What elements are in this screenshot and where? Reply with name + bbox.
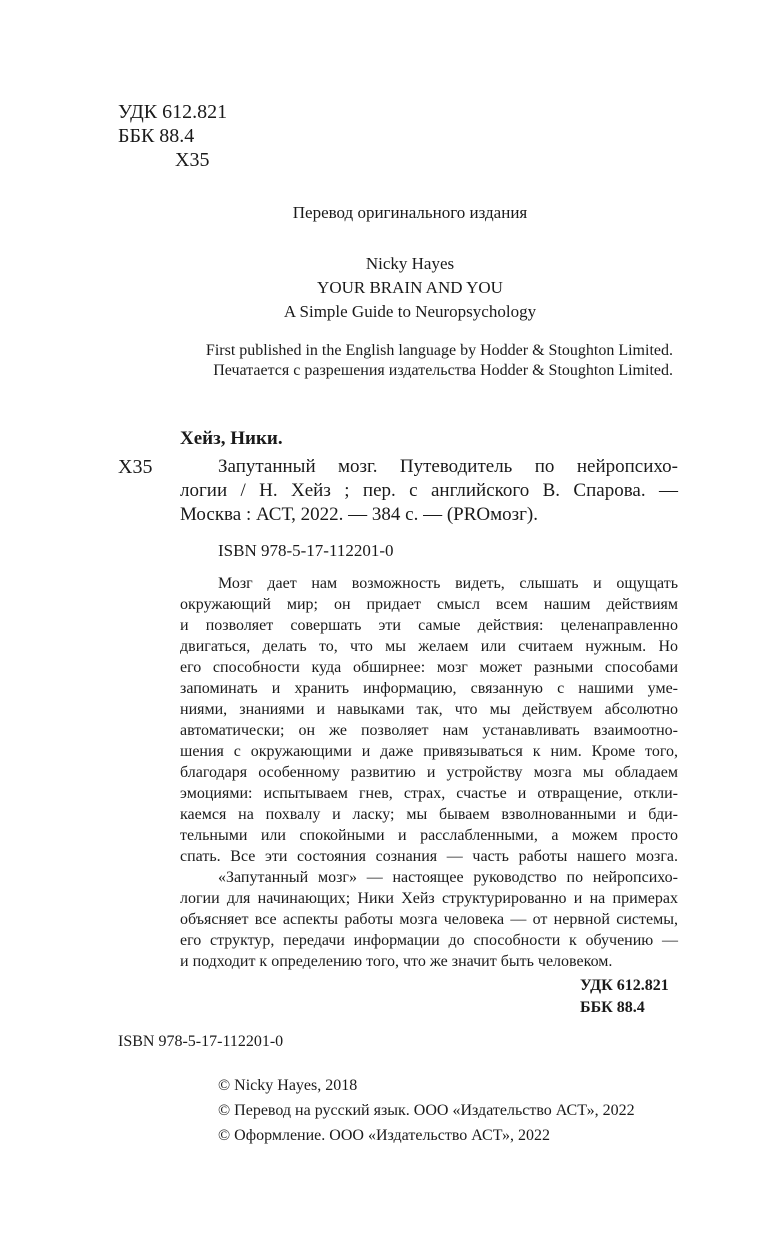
copyright-translation: © Перевод на русский язык. ООО «Издательство АСТ», 2022 [218,1102,635,1119]
udk-code: УДК 612.821 [118,101,228,123]
annotation-line: двигаться, делать то, что мы желаем или считаем нужным. Но [180,638,678,655]
annotation-line: его способности куда обширнее: мозг может разными способами [180,659,678,676]
bbk-code: ББК 88.4 [118,125,195,147]
annotation-bbk: ББК 88.4 [580,999,645,1016]
catalog-isbn: ISBN 978-5-17-112201-0 [218,541,394,560]
original-title: YOUR BRAIN AND YOU [317,278,503,297]
original-edition-heading: Перевод оригинального издания [292,203,528,222]
catalog-mark: Х35 [118,456,153,478]
annotation-line: спать. Все эти состояния сознания — часть работы нашего мозга. [180,848,678,865]
copyright-design: © Оформление. ООО «Издательство АСТ», 2022 [218,1127,551,1144]
annotation-line: тельными или спокойными и расслабленными, а можем просто [180,827,678,844]
annotation-line: каемся на похвалу и ласку; мы бываем взволнованными и бди- [180,806,678,823]
catalog-description-line: Запутанный мозг. Путеводитель по нейропсихо- [218,456,678,477]
rights-english: First published in the English language by Hodder & Stoughton Limited. [205,342,673,359]
annotation-line: «Запутанный мозг» — настоящее руководство по нейропсихо- [218,869,678,886]
annotation-line: эмоциями: испытываем гнев, страх, счастье и отвращение, откли- [180,785,678,802]
annotation-line: объясняет все аспекты работы мозга человека — от нервной системы, [180,911,678,928]
original-subtitle: A Simple Guide to Neuropsychology [283,302,537,321]
copyright-author: © Nicky Hayes, 2018 [218,1077,358,1094]
annotation-line: и подходит к определению того, что же значит быть человеком. [180,953,613,970]
annotation-udk: УДК 612.821 [580,977,669,994]
original-author: Nicky Hayes [365,254,455,273]
isbn-main: ISBN 978-5-17-112201-0 [118,1033,284,1050]
annotation-line: окружающий мир; он придает смысл всем нашим действиям [180,596,678,613]
catalog-description-line: Москва : АСТ, 2022. — 384 с. — (PROмозг). [180,504,539,525]
catalog-description-line: логии / Н. Хейз ; пер. с английского В. Спарова. — [180,480,678,501]
annotation-line: благодаря особенному развитию и устройству мозга мы обладаем [180,764,678,781]
annotation-line: логии для начинающих; Ники Хейз структурированно и на примерах [180,890,678,907]
annotation-line: Мозг дает нам возможность видеть, слышать и ощущать [218,575,678,592]
catalog-author: Хейз, Ники. [180,428,283,449]
annotation-line: шения с окружающими и даже привязываться к ним. Кроме того, [180,743,678,760]
annotation-line: автоматически; он же позволяет нам устанавливать взаимоотно- [180,722,678,739]
annotation-line: и позволяет совершать эти самые действия: целенаправленно [180,617,678,634]
author-mark: Х35 [175,149,210,171]
rights-russian: Печатается с разрешения издательства Hodder & Stoughton Limited. [213,362,673,379]
annotation-line: запоминать и хранить информацию, связанную с нашими уме- [180,680,678,697]
annotation-line: ниями, знаниями и навыками так, что мы действуем абсолютно [180,701,678,718]
annotation-line: его структур, передачи информации до способности к обучению — [180,932,678,949]
